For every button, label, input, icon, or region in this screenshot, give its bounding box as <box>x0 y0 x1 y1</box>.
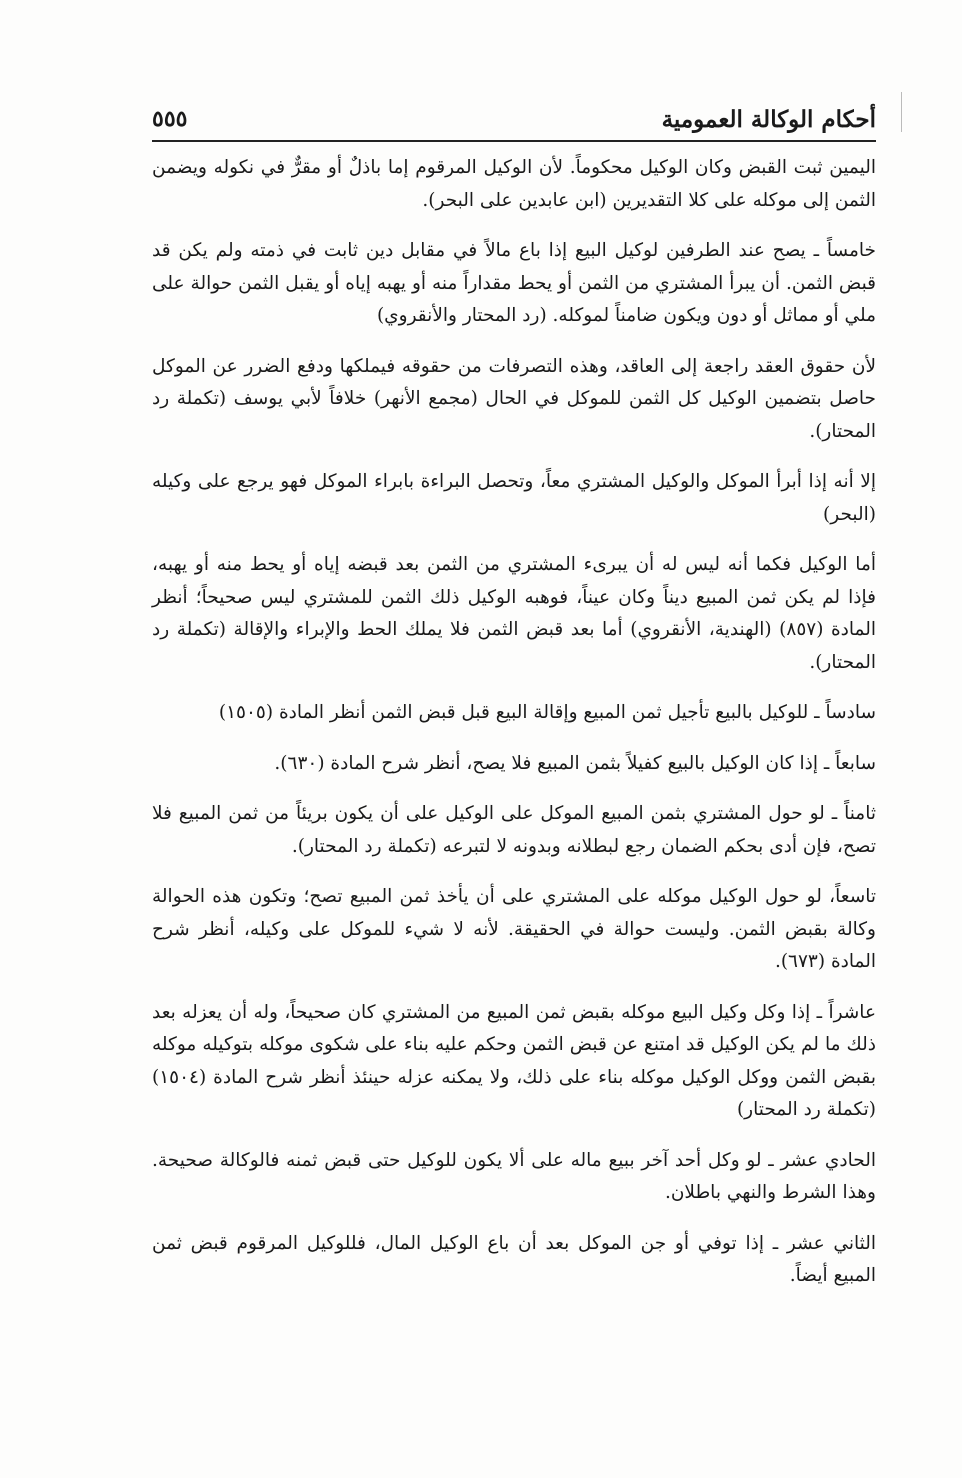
paragraph: اليمين ثبت القبض وكان الوكيل محكوماً. لأن الوكيل المرقوم إما باذلٌ أو مقرٌّ في نكوله ويضمن الثمن إلى موكله على كلا التقديرين (ابن عابدين على البحر). <box>152 157 876 211</box>
body-text <box>152 152 876 1311</box>
paragraph: لأن حقوق العقد راجعة إلى العاقد، وهذه التصرفات من حقوقه فيملكها ودفع الضرر عن الموكل حاصل بتضمين الوكيل كل الثمن للموكل في الحال (مجمع الأنهر) خلافاً لأبي يوسف (تكملة رد المحتار). <box>152 355 876 442</box>
running-header <box>152 100 876 142</box>
paragraph: سابعاً ـ إذا كان الوكيل بالبيع كفيلاً بثمن المبيع فلا يصح، أنظر شرح المادة (٦٣٠). <box>274 752 876 774</box>
paragraph: إلا أنه إذا أبرأ الموكل والوكيل المشتري معاً، وتحصل البراءة بابراء الموكل فهو يرجع على وكيله (البحر) <box>152 471 877 525</box>
page-number: ٥٥٥ <box>152 106 188 132</box>
paragraph: الحادي عشر ـ لو وكل أحد آخر ببيع ماله على ألا يكون للوكيل حتى قبض ثمنه فالوكالة صحيحة. وهذا الشرط والنهي باطلان. <box>152 1149 876 1203</box>
paragraph: عاشراً ـ إذا وكل وكيل البيع موكله بقبض ثمن المبيع من المشتري كان صحيحاً، وله أن يعزله بعد ذلك ما لم يكن الوكيل قد امتنع عن قبض الثمن وحكم عليه بناء على شكوى موكله بتوكيله موكله بقبض الثمن ووكل الوكيل موكله بناء على ذلك، ولا يمكنه عزله حينئذ أنظر شرح المادة (١٥٠٤) (تكملة رد المحتار) <box>152 1001 876 1120</box>
paragraph: خامساً ـ يصح عند الطرفين لوكيل البيع إذا باع مالاً في مقابل دين ثابت في ذمته ولم يكن قد قبض الثمن. أن يبرأ المشتري من الثمن أو يحط مقداراً منه أو يهبه إياه أو يقبل الثمن حوالة على ملي أو مماثل أو دون ويكون ضامناً لموكله. (رد المحتار والأنقروي) <box>152 240 876 326</box>
chapter-title: أحكام الوكالة العمومية <box>661 106 876 133</box>
scan-edge-mark <box>901 92 902 132</box>
paragraph: ثامناً ـ لو حول المشتري بثمن المبيع الموكل على الوكيل على أن يكون بريئاً من ثمن المبيع فلا تصح، فإن أدى بحكم الضمان رجع لبطلانه وبدونه لا لتبرعه (تكملة رد المحتار). <box>152 803 876 857</box>
paragraph: سادساً ـ للوكيل بالبيع تأجيل ثمن المبيع وإقالة البيع قبل قبض الثمن أنظر المادة (١٥٠٥) <box>218 702 876 723</box>
paragraph: الثاني عشر ـ إذا توفي أو جن الموكل بعد أن باع الوكيل المال، فللوكيل المرقوم قبض ثمن المبيع أيضاً. <box>152 1232 876 1286</box>
paragraph: أما الوكيل فكما أنه ليس له أن يبرىء المشتري من الثمن بعد قبضه إياه أو يحط منه أو يهبه، فإذا لم يكن ثمن المبيع ديناً وكان عيناً، فوهبه الوكيل ذلك الثمن للمشتري ليس صحيحاً؛ أنظر المادة (٨٥٧) (الهندية، الأنقروي) أما بعد قبض الثمن فلا يملك الحط والإبراء والإقالة (تكملة رد المحتار). <box>152 554 877 673</box>
paragraph: تاسعاً، لو حول الوكيل موكله على المشتري على أن يأخذ ثمن المبيع تصح؛ وتكون هذه الحوالة وكالة بقبض الثمن. وليست حوالة في الحقيقة. لأنه لا شيء للموكل على وكيله، أنظر شرح المادة (٦٧٣). <box>152 886 876 972</box>
